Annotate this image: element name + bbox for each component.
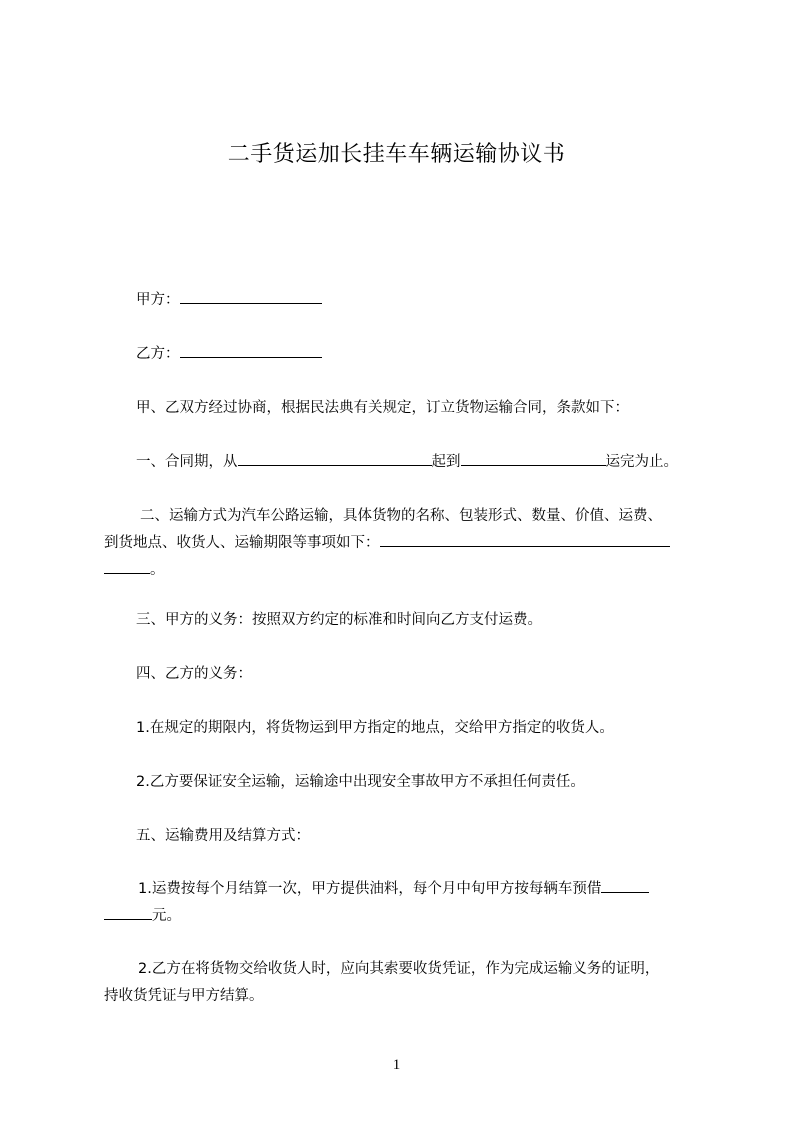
party-b-blank (180, 342, 322, 358)
clause-4-item-2 (104, 769, 704, 796)
clause-4-heading (104, 661, 704, 688)
clause-1-start-blank (238, 450, 432, 466)
clause-5-item-2-line-1: 2.乙方在将货物交给收货人时，应向其索要收货凭证，作为完成运输义务的证明， (138, 961, 660, 977)
intro-text: 甲、乙双方经过协商，根据民法典有关规定，订立货物运输合同，条款如下： (136, 400, 629, 416)
clause-2-line-1: 二、运输方式为汽车公路运输，具体货物的名称、包装形式、数量、价值、运费、 (140, 508, 662, 524)
clause-4-item-2-text: 2.乙方要保证安全运输，运输途中出现安全事故甲方不承担任何责任。 (136, 774, 585, 790)
page-number: 1 (392, 1057, 401, 1073)
party-b-line (104, 341, 704, 368)
clause-5-item-2-line-2: 持收货凭证与甲方结算。 (104, 988, 264, 1004)
document-title: 二手货运加长挂车车辆运输协议书 (227, 142, 566, 167)
clause-1-prefix: 一、合同期，从 (136, 454, 238, 470)
clause-1 (104, 449, 704, 476)
clause-5-item-1-line-1: 1.运费按每个月结算一次，甲方提供油料，每个月中旬甲方按每辆车预借 (138, 881, 602, 897)
clause-5-item-1-blank-cont (104, 904, 152, 920)
clause-1-suffix: 运完为止。 (605, 454, 678, 470)
clause-1-end-blank (461, 450, 606, 466)
clause-5-item-1-line-2-suffix: 元。 (152, 908, 181, 924)
party-b-label: 乙方： (136, 346, 180, 362)
clause-4-item-1-text: 1.在规定的期限内，将货物运到甲方指定的地点，交给甲方指定的收货人。 (136, 720, 614, 736)
party-a-blank (180, 288, 322, 304)
clause-2-line-2: 到货地点、收货人、运输期限等事项如下： (104, 535, 380, 551)
clause-5-item-1 (104, 876, 704, 930)
clause-2-blank-cont (104, 558, 150, 574)
clause-3-text: 三、甲方的义务：按照双方约定的标准和时间向乙方支付运费。 (136, 612, 542, 628)
clause-5-heading-text: 五、运输费用及结算方式： (136, 828, 310, 844)
clause-5-heading (104, 823, 704, 850)
clause-4-item-1 (104, 715, 704, 742)
clause-1-middle: 起到 (431, 454, 461, 470)
clause-2-line-3-suffix: 。 (150, 562, 165, 578)
clause-2-blank (380, 531, 670, 547)
clause-3 (104, 607, 704, 634)
party-a-label: 甲方： (136, 292, 180, 308)
intro-paragraph (104, 395, 704, 422)
clause-5-item-2 (104, 956, 704, 1010)
clause-5-item-1-blank (601, 877, 649, 893)
party-a-line (104, 287, 704, 314)
clause-2 (104, 503, 704, 584)
clause-4-heading-text: 四、乙方的义务： (136, 666, 252, 682)
